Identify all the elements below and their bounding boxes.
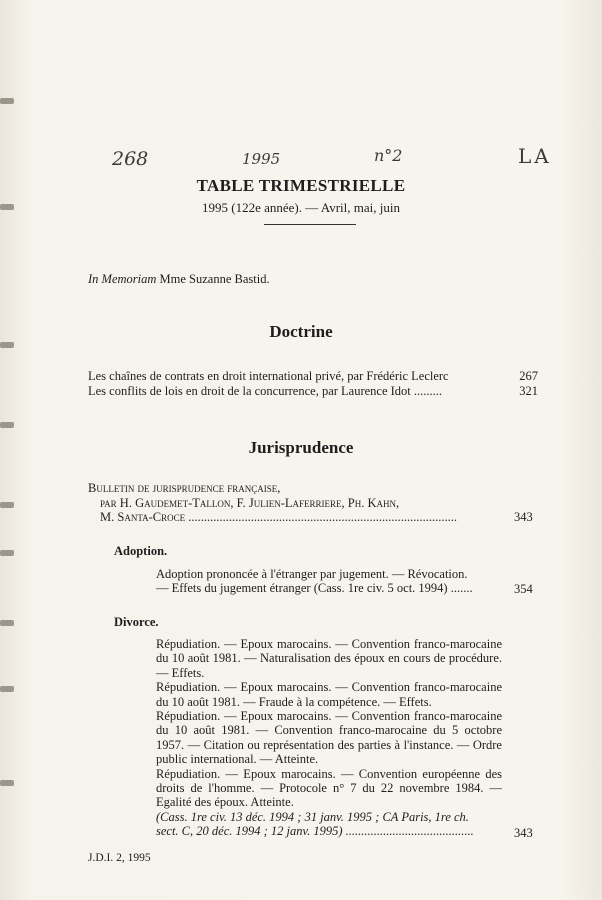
bulletin-line: M. Santa-Croce ...................................................................................... xyxy=(100,510,457,524)
divorce-citation: sect. C, 20 déc. 1994 ; 12 janv. 1995) ......................................... xyxy=(156,824,474,839)
handwritten-issue: n°2 xyxy=(374,146,403,165)
bulletin-line: par H. Gaudemet-Tallon, F. Julien-Laferriere, Ph. Kahn, xyxy=(100,495,400,510)
divorce-item: Répudiation. — Epoux marocains. — Convention franco-marocaine du 10 août 1981. — Fraude à la compétence. — Effets. xyxy=(156,680,502,709)
adoption-line: Adoption prononcée à l'étranger par jugement. — Révocation. xyxy=(156,567,468,581)
adoption-page: 354 xyxy=(514,582,533,596)
footer-reference: J.D.I. 2, 1995 xyxy=(88,852,151,864)
doctrine-item-title: Les chaînes de contrats en droit international privé, par Frédéric Leclerc xyxy=(88,369,449,383)
bulletin-page: 343 xyxy=(514,510,533,524)
jurisprudence-heading: Jurisprudence xyxy=(248,438,354,457)
doctrine-list xyxy=(88,369,538,398)
memoriam-prefix: In Memoriam xyxy=(88,272,157,286)
adoption-heading: Adoption. xyxy=(114,544,168,558)
adoption-line: — Effets du jugement étranger (Cass. 1re civ. 5 oct. 1994) ....... xyxy=(156,581,473,596)
doctrine-item[interactable] xyxy=(88,384,538,399)
page-title: TABLE TRIMESTRIELLE xyxy=(196,176,406,195)
bulletin-line: Bulletin de jurisprudence française, xyxy=(88,481,281,495)
handwritten-year: 1995 xyxy=(242,150,281,168)
handwritten-number: 268 xyxy=(112,148,149,170)
page-subtitle: 1995 (122e année). — Avril, mai, juin xyxy=(202,200,400,215)
divorce-item: Répudiation. — Epoux marocains. — Convention franco-marocaine du 10 août 1981. — Naturalisation des époux en cours de procédure. — Effets. xyxy=(156,637,502,680)
divorce-item: Répudiation. — Epoux marocains. — Convention franco-marocaine du 10 août 1981. — Convention franco-marocaine du 5 octobre 1957. — Citation ou représentation des parties à l'instance. — Ordre public international. — Atteinte. xyxy=(156,709,502,767)
doctrine-item-title: Les conflits de lois en droit de la concurrence, par Laurence Idot ......... xyxy=(88,383,443,398)
doctrine-item-page: 267 xyxy=(519,369,538,383)
doctrine-item-page: 321 xyxy=(519,383,538,398)
in-memoriam xyxy=(88,272,270,287)
divorce-heading: Divorce. xyxy=(114,615,159,629)
adoption-entry[interactable] xyxy=(156,567,502,596)
divorce-citation: (Cass. 1re civ. 13 déc. 1994 ; 31 janv. 1995 ; CA Paris, 1re ch. xyxy=(156,809,469,824)
title-divider xyxy=(264,224,356,225)
doctrine-item[interactable] xyxy=(88,369,538,384)
handwritten-initials: LA xyxy=(518,144,552,168)
divorce-item: Répudiation. — Epoux marocains. — Convention européenne des droits de l'homme. — Protocole n° 7 du 22 novembre 1984. — Egalité des époux. Atteinte. xyxy=(156,766,502,810)
divorce-entry[interactable] xyxy=(156,637,502,839)
doctrine-heading: Doctrine xyxy=(269,322,333,341)
divorce-page: 343 xyxy=(514,826,533,840)
bulletin-entry[interactable] xyxy=(88,481,538,525)
memoriam-name: Mme Suzanne Bastid. xyxy=(159,272,270,286)
